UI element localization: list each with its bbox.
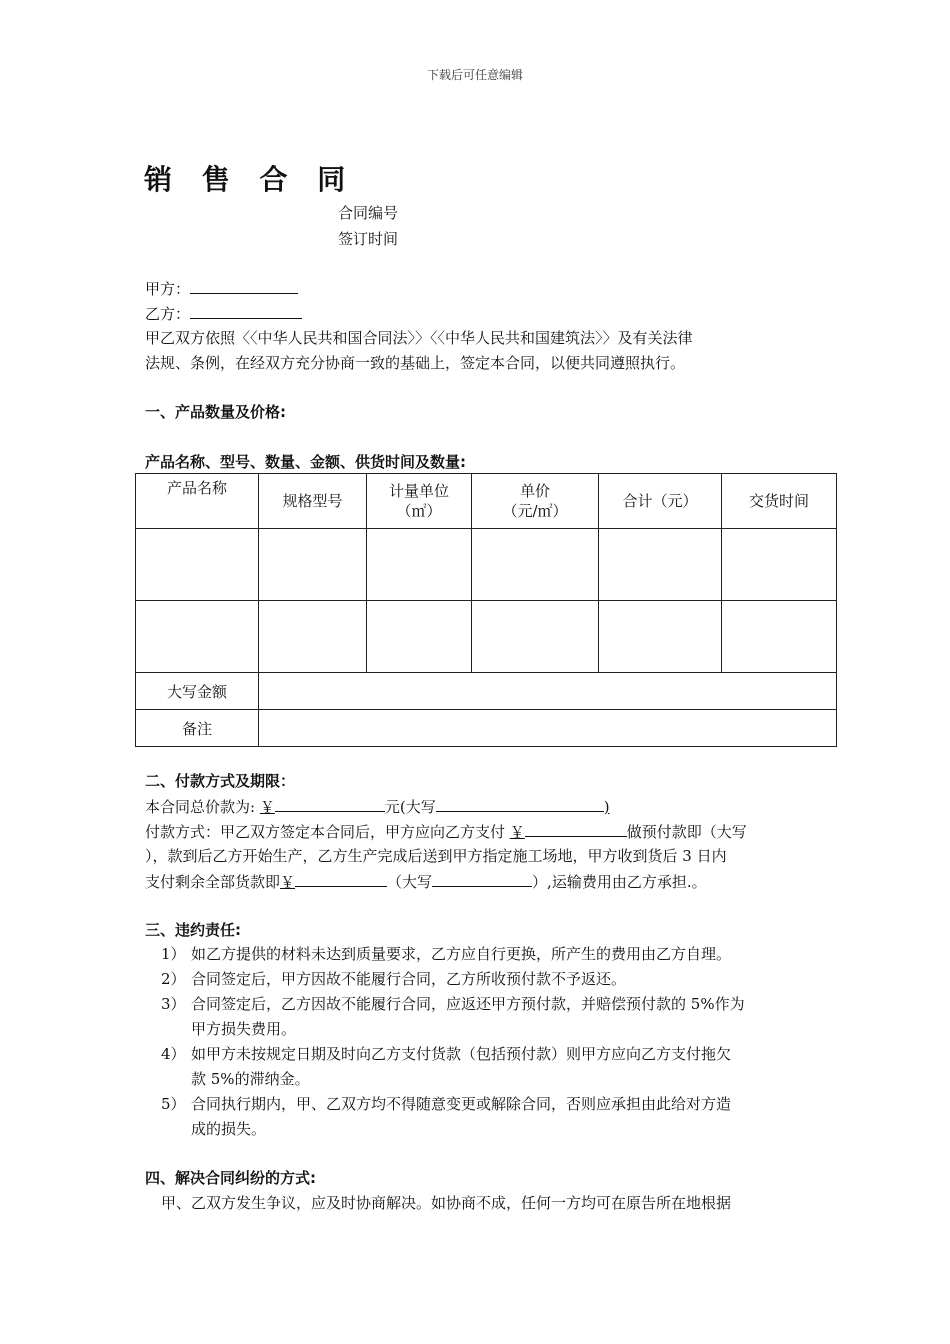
section4-paragraph: 甲、乙双方发生争议，应及时协商解决。如协商不成，任何一方均可在原告所在地根据 [161,1194,732,1212]
header-note: 下载后可任意编辑 [426,68,523,82]
list-item: 5） 合同执行期内，甲、乙双方均不得随意变更或解除合同，否则应承担由此给对方造 [161,1095,732,1113]
party-a-line [145,277,298,299]
yen-symbol: ￥ [280,873,296,891]
section3-heading: 三、违约责任: [145,921,241,939]
list-item-continuation: 甲方损失费用。 [191,1020,297,1038]
amount-words-label: 大写金额 [136,673,259,710]
section4-heading: 四、解决合同纠纷的方式: [145,1169,316,1187]
balance-field[interactable] [295,870,387,887]
column-header-product-name: 产品名称 [136,474,259,529]
amount-words-field[interactable] [259,673,837,710]
column-header-unit: 计量单位 （㎡） [367,474,472,529]
list-item-continuation: 成的损失。 [191,1120,267,1138]
column-header-delivery-time: 交货时间 [722,474,837,529]
party-a-label: 甲方： [145,280,191,298]
table-cell[interactable] [599,601,722,673]
payment-line-3: 支付剩余全部货款即￥ （大写 ）,运输费用由乙方承担.。 [145,870,707,892]
yen-symbol: ￥ [259,798,275,816]
document-title: 销 售 合 同 [144,163,356,196]
table-cell[interactable] [259,601,367,673]
table-header-row [136,474,837,529]
table-row [136,529,837,601]
table-cell[interactable] [136,529,259,601]
remarks-field[interactable] [259,710,837,747]
table-cell[interactable] [722,601,837,673]
remarks-row [136,710,837,747]
section2-heading: 二、付款方式及期限： [145,772,296,790]
section1-heading: 一、产品数量及价格: [145,403,286,421]
total-price-field[interactable] [275,795,385,812]
contract-number-label: 合同编号 [338,204,399,222]
list-item: 2） 合同签定后，甲方因故不能履行合同，乙方所收预付款不予返还。 [161,970,627,988]
payment-line-1: 付款方式：甲乙双方签定本合同后，甲方应向乙方支付 ￥ 做预付款即（大写 [145,820,747,842]
payment-line-2: ），款到后乙方开始生产，乙方生产完成后送到甲方指定施工场地，甲方收到货后 3 日内 [145,847,727,865]
table-cell[interactable] [136,601,259,673]
table-row [136,601,837,673]
party-b-field[interactable] [190,302,302,319]
table-cell[interactable] [259,529,367,601]
column-header-unit-price: 单价 （元/㎡） [472,474,599,529]
table-cell[interactable] [367,529,472,601]
list-item: 3） 合同签定后，乙方因故不能履行合同，应返还甲方预付款，并赔偿预付款的 5%作为 [161,995,745,1013]
amount-words-row [136,673,837,710]
intro-line-1: 甲乙双方依照〈〈中华人民共和国合同法〉〉〈〈中华人民共和国建筑法〉〉及有关法律 [145,329,693,347]
party-b-label: 乙方： [145,305,191,323]
sign-date-label: 签订时间 [338,230,399,248]
column-header-spec-model: 规格型号 [259,474,367,529]
table-cell[interactable] [472,601,599,673]
yen-symbol: ￥ [509,823,525,841]
list-item: 1） 如乙方提供的材料未达到质量要求，乙方应自行更换，所产生的费用由乙方自理。 [161,945,732,963]
table-cell[interactable] [367,601,472,673]
intro-line-2: 法规、条例，在经双方充分协商一致的基础上，签定本合同，以便共同遵照执行。 [145,354,686,372]
table-cell[interactable] [599,529,722,601]
prepayment-field[interactable] [525,820,627,837]
table-cell[interactable] [722,529,837,601]
table-cell[interactable] [472,529,599,601]
product-table [135,473,837,747]
party-a-field[interactable] [190,277,298,294]
list-item-continuation: 款 5%的滞纳金。 [191,1070,310,1088]
table-caption: 产品名称、型号、数量、金额、供货时间及数量: [145,453,467,471]
list-item: 4） 如甲方未按规定日期及时向乙方支付货款（包括预付款）则甲方应向乙方支付拖欠 [161,1045,732,1063]
total-price-daxie-field[interactable] [436,795,604,812]
party-b-line [145,302,302,324]
remarks-label: 备注 [136,710,259,747]
column-header-total: 合计（元） [599,474,722,529]
balance-daxie-field[interactable] [432,870,532,887]
total-price-line: 本合同总价款为: ￥ 元(大写 ) [145,795,610,817]
